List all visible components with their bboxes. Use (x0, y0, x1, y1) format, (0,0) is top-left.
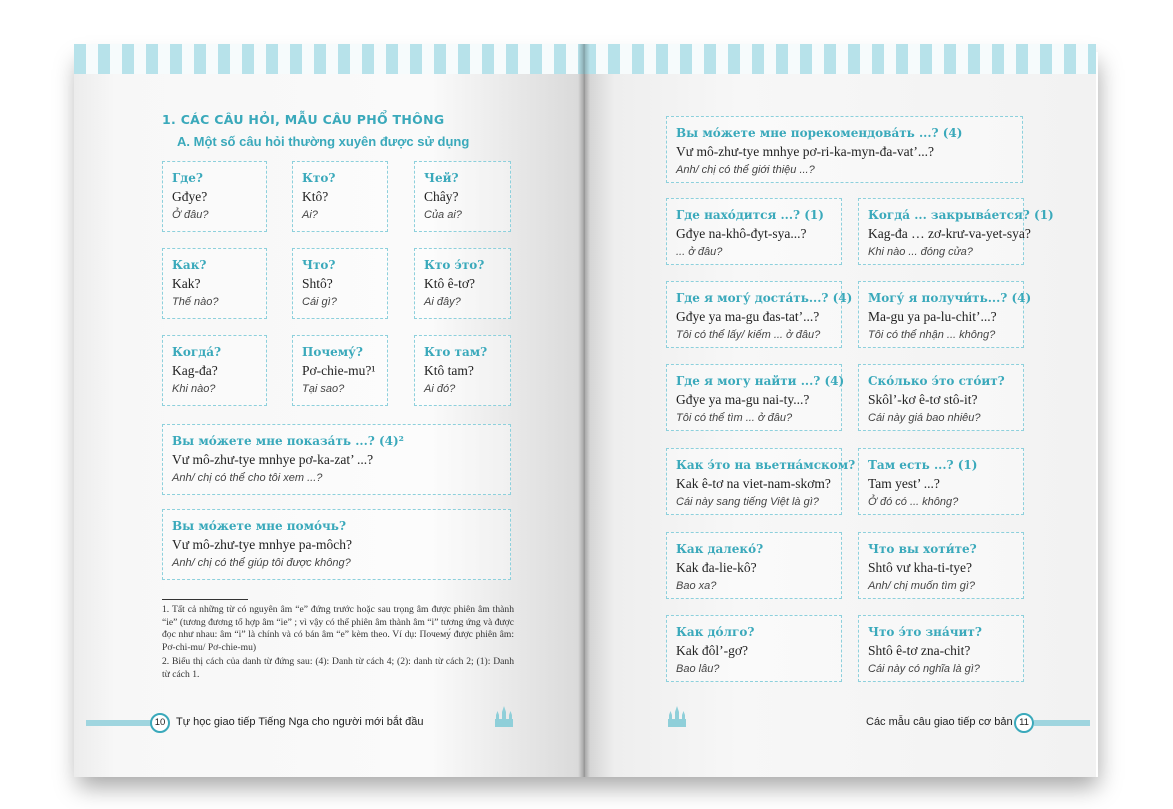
footnote-1: 1. Tất cả những từ có nguyên âm “е” đứng trước hoặc sau trọng âm được phiên âm thành “ie” (tương đương tổ hợp âm “ie” ; vì vậy có thể phiên âm thành âm “i” tương ứng và được đọc như nhau: âm “i” là chính và có bán âm “e” kèm theo. Ví dụ: Почему́ được phiên âm: Pơ-chi-mu/ Pơ-chie-mu) (162, 604, 514, 653)
transliteration: Gđye? (172, 189, 208, 204)
footnote-2: 2. Biểu thị cách của danh từ đứng sau: (4): Danh từ cách 4; (2): danh từ cách 2; (1): Danh từ cách 1. (162, 656, 514, 680)
transliteration: Chây? (424, 189, 459, 204)
kremlin-icon (493, 706, 515, 728)
phrase-card (666, 364, 845, 431)
russian-phrase: Где я могу найти ...? (4) (676, 374, 845, 388)
phrase-card (666, 116, 1023, 183)
kremlin-icon (666, 706, 688, 728)
russian-phrase: Что вы хоти́те? (868, 542, 977, 556)
vietnamese-meaning: Bao lâu? (676, 663, 720, 675)
vietnamese-meaning: Tôi có thể lấy/ kiếm ... ở đâu? (676, 329, 821, 341)
transliteration: Kak? (172, 276, 201, 291)
russian-phrase: Вы мо́жете мне помо́чь? (172, 519, 346, 533)
transliteration: Pơ-chie-mu?¹ (302, 363, 376, 378)
top-stripe-band (584, 44, 1096, 74)
phrase-card (666, 281, 853, 348)
vietnamese-meaning: Ai? (302, 209, 318, 221)
phrase-card (292, 161, 388, 232)
vietnamese-meaning: Cái gì? (302, 296, 337, 308)
vietnamese-meaning: Cái này sang tiếng Việt là gì? (676, 496, 819, 508)
russian-phrase: Вы мо́жете мне порекомендова́ть ...? (4) (676, 126, 963, 140)
vietnamese-meaning: Thế nào? (172, 296, 219, 308)
phrase-card (292, 335, 388, 406)
vietnamese-meaning: Khi nào? (172, 383, 216, 395)
phrase-card (162, 335, 267, 406)
transliteration: Gđye na-khô-đyt-sya...? (676, 226, 807, 241)
subsection-title: A. Một số câu hỏi thường xuyên được sử dụng (177, 134, 470, 149)
russian-phrase: Как до́лго? (676, 625, 755, 639)
transliteration: Ma-gu ya pa-lu-chit’...? (868, 309, 997, 324)
transliteration: Kak đôl’-gơ? (676, 643, 748, 658)
phrase-card (858, 532, 1024, 599)
phrase-card (162, 161, 267, 232)
footer-bar (86, 720, 156, 726)
phrase-card (666, 448, 856, 515)
phrase-card (162, 424, 511, 495)
book-spine-shadow (578, 44, 590, 777)
vietnamese-meaning: Bao xa? (676, 580, 717, 592)
transliteration: Gđye ya ma-gu nai-ty...? (676, 392, 810, 407)
vietnamese-meaning: Cái này giá bao nhiêu? (868, 412, 981, 424)
transliteration: Shtô? (302, 276, 333, 291)
russian-phrase: Когда́ ... закрыва́ется? (1) (868, 208, 1054, 222)
russian-phrase: Где нахо́дится ...? (1) (676, 208, 824, 222)
phrase-card (162, 509, 511, 580)
vietnamese-meaning: Ở đó có ... không? (868, 496, 959, 508)
footer-bar (1034, 720, 1090, 726)
phrase-card (414, 335, 511, 406)
phrase-card (666, 615, 842, 682)
transliteration: Ktô ê-tơ? (424, 276, 475, 291)
transliteration: Skôl’-kơ ê-tơ stô-it? (868, 392, 978, 407)
transliteration: Ktô? (302, 189, 329, 204)
page-number: 11 (1014, 713, 1034, 733)
page-number: 10 (150, 713, 170, 733)
russian-phrase: Где? (172, 171, 203, 185)
russian-phrase: Как далеко́? (676, 542, 764, 556)
russian-phrase: Как э́то на вьетна́мском? (676, 458, 856, 472)
phrase-card (858, 281, 1032, 348)
russian-phrase: Что? (302, 258, 336, 272)
russian-phrase: Почему́? (302, 345, 363, 359)
russian-phrase: Что э́то зна́чит? (868, 625, 982, 639)
vietnamese-meaning: ... ở đâu? (676, 246, 723, 258)
russian-phrase: Там есть ...? (1) (868, 458, 978, 472)
vietnamese-meaning: Anh/ chị muốn tìm gì? (868, 580, 975, 592)
transliteration: Kak đa-lie-kô? (676, 560, 757, 575)
vietnamese-meaning: Ai đây? (424, 296, 461, 308)
phrase-card (666, 198, 842, 265)
russian-phrase: Как? (172, 258, 207, 272)
russian-phrase: Кто? (302, 171, 336, 185)
vietnamese-meaning: Tôi có thể nhận ... không? (868, 329, 996, 341)
phrase-card (292, 248, 388, 319)
transliteration: Gđye ya ma-gu đas-tat’...? (676, 309, 820, 324)
vietnamese-meaning: Của ai? (424, 209, 462, 221)
footnotes (162, 604, 514, 683)
left-page (74, 44, 584, 777)
phrase-card (414, 248, 511, 319)
transliteration: Kag-đa … zơ-krư-va-yet-sya? (868, 226, 1031, 241)
footer-title: Tự học giao tiếp Tiếng Nga cho người mới bắt đầu (176, 716, 424, 728)
russian-phrase: Где я могу́ доста́ть...? (4) (676, 291, 853, 305)
vietnamese-meaning: Ai đó? (424, 383, 456, 395)
russian-phrase: Кто э́то? (424, 258, 485, 272)
transliteration: Vư mô-zhư-tye mnhye pơ-ka-zat’ ...? (172, 452, 374, 467)
phrase-card (858, 364, 1024, 431)
russian-phrase: Чей? (424, 171, 459, 185)
vietnamese-meaning: Anh/ chị có thể giới thiệu ...? (676, 164, 815, 176)
transliteration: Shtô vư kha-ti-tye? (868, 560, 973, 575)
section-title: 1. CÁC CÂU HỎI, MẪU CÂU PHỔ THÔNG (162, 112, 445, 127)
top-stripe-band (74, 44, 584, 74)
russian-phrase: Ско́лько э́то сто́ит? (868, 374, 1005, 388)
vietnamese-meaning: Khi nào ... đóng cửa? (868, 246, 973, 258)
transliteration: Vư mô-zhư-tye mnhye pơ-ri-ka-myn-đa-vat’...? (676, 144, 934, 159)
vietnamese-meaning: Anh/ chị có thể cho tôi xem ...? (172, 472, 323, 484)
footer-title: Các mẫu câu giao tiếp cơ bản (866, 716, 1013, 728)
right-page (584, 44, 1096, 777)
vietnamese-meaning: Cái này có nghĩa là gì? (868, 663, 980, 675)
transliteration: Kak ê-tơ na viet-nam-skơm? (676, 476, 831, 491)
transliteration: Ktô tam? (424, 363, 474, 378)
footnote-divider (162, 599, 248, 600)
phrase-card (858, 198, 1054, 265)
phrase-card (858, 448, 1024, 515)
transliteration: Kag-đa? (172, 363, 218, 378)
russian-phrase: Кто там? (424, 345, 488, 359)
phrase-card (162, 248, 267, 319)
russian-phrase: Могу́ я получи́ть...? (4) (868, 291, 1032, 305)
russian-phrase: Когда́? (172, 345, 222, 359)
phrase-card (858, 615, 1024, 682)
russian-phrase: Вы мо́жете мне показа́ть ...? (4)² (172, 434, 404, 448)
vietnamese-meaning: Ở đâu? (172, 209, 209, 221)
vietnamese-meaning: Tôi có thể tìm ... ở đâu? (676, 412, 793, 424)
vietnamese-meaning: Tại sao? (302, 383, 345, 395)
phrase-card (414, 161, 511, 232)
transliteration: Vư mô-zhư-tye mnhye pa-môch? (172, 537, 352, 552)
phrase-card (666, 532, 842, 599)
transliteration: Shtô ê-tơ zna-chit? (868, 643, 971, 658)
vietnamese-meaning: Anh/ chị có thể giúp tôi được không? (172, 557, 351, 569)
transliteration: Tam yest’ ...? (868, 476, 940, 491)
